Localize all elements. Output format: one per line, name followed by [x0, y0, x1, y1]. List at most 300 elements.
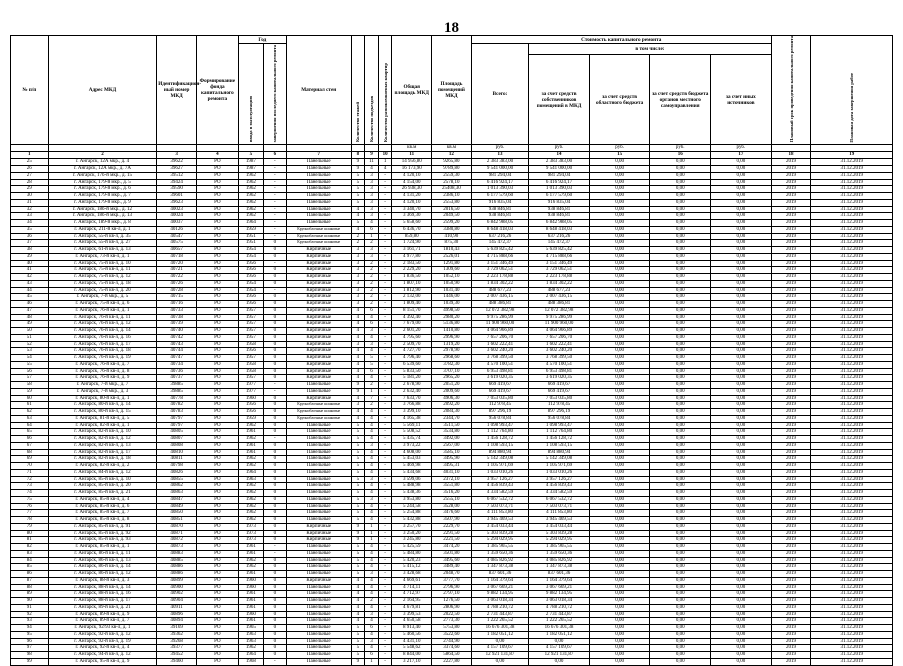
table-cell: 38 [11, 247, 49, 254]
table-cell: 0,00 [711, 226, 772, 233]
table-cell: 0 [263, 469, 286, 476]
table-cell: 31.12.2019 [811, 422, 893, 429]
table-cell: 2019 [771, 166, 811, 173]
table-cell: 31.12.2019 [811, 179, 893, 186]
table-cell: 0,00 [711, 193, 772, 200]
table-cell: 1810,43 [432, 247, 472, 254]
table-cell: 12 072 382,98 [471, 307, 528, 314]
table-cell: 7 053 035,80 [529, 395, 590, 402]
table-cell: 40738 [157, 314, 197, 321]
table-cell: 1954 [238, 280, 263, 287]
table-cell: - [378, 355, 392, 362]
table-cell: 0,00 [589, 422, 650, 429]
table-cell: руб. [471, 145, 528, 152]
table-cell: 0,00 [650, 193, 711, 200]
table-cell: - [378, 186, 392, 193]
table-cell: РО [196, 625, 238, 632]
table-cell: 2 [365, 240, 379, 247]
table-cell: 9 [351, 382, 365, 389]
table-cell: 1291,80 [432, 260, 472, 267]
table-cell: 0,00 [650, 166, 711, 173]
table-cell: 3516,20 [432, 490, 472, 497]
table-cell: 40851 [157, 517, 197, 524]
table-cell: 0,00 [589, 267, 650, 274]
table-cell: 2019 [771, 280, 811, 287]
table-cell: 0 [263, 564, 286, 571]
table-cell: 39268 [157, 638, 197, 645]
table-cell: 2019 [771, 483, 811, 490]
table-row [11, 179, 893, 186]
table-cell: 39377 [157, 645, 197, 652]
table-cell: 5 415,12 [392, 564, 432, 571]
table-cell: Панельные [286, 517, 351, 524]
table-row [11, 564, 893, 571]
table-cell: РО [196, 618, 238, 625]
table-row [11, 348, 893, 355]
table-cell: 1 108 593,15 [471, 442, 528, 449]
table-cell: 3501,80 [432, 550, 472, 557]
table-cell: 1 836,50 [392, 274, 432, 281]
table-cell: 1956 [238, 267, 263, 274]
table-row [11, 186, 893, 193]
table-cell: 669 419,67 [529, 382, 590, 389]
table-cell: 81 [11, 537, 49, 544]
table-cell: 2553,80 [432, 199, 472, 206]
table-cell: РО [196, 226, 238, 233]
table-cell: 6 [365, 368, 379, 375]
table-cell: г. Ангарск, 80-й кв-л, д. 1 [48, 395, 157, 402]
table-row [11, 625, 893, 632]
table-cell: 1031,40 [432, 287, 472, 294]
table-cell: 0 [263, 625, 286, 632]
table-cell: 40733 [157, 307, 197, 314]
table-cell: 4 570 100,51 [529, 361, 590, 368]
table-cell: 2019 [771, 564, 811, 571]
table-cell: 1965 [238, 625, 263, 632]
table-cell: 4 [365, 490, 379, 497]
table-cell: 19 [811, 152, 893, 159]
table-cell: 77 [11, 510, 49, 517]
table-cell: - [378, 645, 392, 652]
table-cell: 1954 [238, 247, 263, 254]
table-cell: 0,00 [650, 571, 711, 578]
table-cell: 2555,10 [432, 496, 472, 503]
table-cell: 0,00 [711, 510, 772, 517]
col-year-commission: ввода в эксплуатацию [238, 44, 263, 145]
table-cell: 0,00 [589, 334, 650, 341]
table-cell: 1 033 010,26 [471, 469, 528, 476]
table-cell: 4 669,61 [392, 577, 432, 584]
table-cell: 669 419,67 [471, 382, 528, 389]
table-cell: 1309,60 [432, 267, 472, 274]
table-cell: 0 [263, 294, 286, 301]
table-cell: 0,00 [711, 253, 772, 260]
table-cell: 2019 [771, 375, 811, 382]
table-cell: РО [196, 571, 238, 578]
table-cell: 9 [351, 658, 365, 665]
table-cell: 3 [365, 193, 379, 200]
table-cell: 5 294 029,95 [529, 537, 590, 544]
table-cell: 1964 [238, 469, 263, 476]
table-cell: Крупноблочные шлаковые [286, 409, 351, 416]
table-cell: 40547 [157, 233, 197, 240]
table-cell: 1962 [238, 490, 263, 497]
table-cell: 0,00 [711, 584, 772, 591]
table-cell: 31.12.2019 [811, 355, 893, 362]
table-cell: 0,00 [589, 301, 650, 308]
table-cell: 40855 [157, 476, 197, 483]
table-cell: 5 [351, 550, 365, 557]
table-cell: 0,00 [711, 625, 772, 632]
table-cell: РО [196, 253, 238, 260]
table-cell: г. Ангарск, 88-й кв-л, д. 16 [48, 591, 157, 598]
table-cell: 4 [351, 348, 365, 355]
table-cell: 1 182 051,12 [471, 631, 528, 638]
table-cell: 54 [11, 355, 49, 362]
table-cell: 0,00 [650, 253, 711, 260]
table-cell: 4 111 853,80 [471, 510, 528, 517]
table-cell: 1 385 965,55 [471, 544, 528, 551]
table-cell: 50 [11, 328, 49, 335]
table-cell: Панельные [286, 631, 351, 638]
table-cell: - [378, 483, 392, 490]
table-cell: 1 809,40 [392, 301, 432, 308]
table-cell: 0 [263, 314, 286, 321]
table-cell: г. Ангарск, 92-й кв-л, д. 19 [48, 638, 157, 645]
table-cell: 3 945 469,53 [471, 517, 528, 524]
table-cell: 4 [351, 226, 365, 233]
table-cell: - [378, 267, 392, 274]
table-cell: 4 795,60 [392, 334, 432, 341]
table-cell: 92 [11, 611, 49, 618]
table-cell: 5 [351, 557, 365, 564]
table-cell: 3 399,10 [392, 409, 432, 416]
table-cell: - [263, 658, 286, 665]
table-cell: 0,00 [589, 375, 650, 382]
table-cell: 46 [11, 301, 49, 308]
table-cell: 0 [263, 557, 286, 564]
table-cell: 3 [351, 301, 365, 308]
table-cell: 3 [351, 267, 365, 274]
table-cell: 0,00 [711, 571, 772, 578]
table-row [11, 422, 893, 429]
table-cell: 2019 [771, 321, 811, 328]
table-row [11, 510, 893, 517]
table-cell: 0 [263, 638, 286, 645]
table-cell: 1 385 965,55 [529, 544, 590, 551]
table-cell: 9 [351, 530, 365, 537]
table-cell: - [378, 368, 392, 375]
table-cell: 4 120,10 [392, 199, 432, 206]
table-cell: 40862 [157, 483, 197, 490]
table-cell: г. Ангарск, 85-й кв-л, д. 10 [48, 476, 157, 483]
table-cell: 1977 [238, 382, 263, 389]
table-row [11, 253, 893, 260]
table-cell: 2084,30 [432, 409, 472, 416]
table-cell: 3 945 469,53 [529, 517, 590, 524]
table-cell: 2019 [771, 220, 811, 227]
table-cell: 0,00 [589, 631, 650, 638]
table-cell: 2019 [771, 652, 811, 659]
table-cell: 4 [365, 618, 379, 625]
table-cell: - [378, 490, 392, 497]
table-cell: 5 [365, 361, 379, 368]
table-cell: - [378, 591, 392, 598]
table-cell: 0,00 [711, 436, 772, 443]
table-cell: 3507,90 [432, 517, 472, 524]
table-cell: 31.12.2019 [811, 328, 893, 335]
table-cell: 5 [351, 638, 365, 645]
table-cell: 4 679,81 [392, 604, 432, 611]
table-cell: 39169 [157, 625, 197, 632]
table-cell [196, 145, 238, 152]
table-cell: 1 [365, 530, 379, 537]
table-cell: Кирпичные [286, 307, 351, 314]
table-cell: Панельные [286, 564, 351, 571]
table-cell [11, 145, 49, 152]
table-cell: 40883 [157, 550, 197, 557]
table-cell: 40575 [157, 240, 197, 247]
table-cell: 5 639 825,42 [471, 247, 528, 254]
table-cell: 36 [11, 233, 49, 240]
table-cell: 0,00 [650, 436, 711, 443]
table-cell: 4 796,40 [392, 355, 432, 362]
table-cell: РО [196, 294, 238, 301]
table-cell: 1963 [238, 638, 263, 645]
table-cell: 1956 [238, 301, 263, 308]
table-cell: 0,00 [589, 604, 650, 611]
table-cell: - [378, 402, 392, 409]
table-cell: - [378, 625, 392, 632]
table-cell: Кирпичные [286, 280, 351, 287]
table-cell: - [378, 571, 392, 578]
table-cell: 5 438,36 [392, 490, 432, 497]
table-cell: 40911 [157, 604, 197, 611]
table-cell: 4 [351, 355, 365, 362]
table-cell: 0,00 [650, 267, 711, 274]
table-cell: 0,00 [589, 503, 650, 510]
table-cell: Кирпичные [286, 375, 351, 382]
table-cell: 39 [11, 253, 49, 260]
table-cell: 3 602 240,20 [529, 348, 590, 355]
table-cell: 2 [365, 598, 379, 605]
table-cell: г. Ангарск, 18б-й мкр., д. 13 [48, 213, 157, 220]
table-cell: Кирпичные [286, 253, 351, 260]
table-cell: 39627 [157, 166, 197, 173]
table-cell: г. Ангарск, 76-й кв-л, д. 14 [48, 328, 157, 335]
table-cell: 0,00 [650, 469, 711, 476]
table-cell: 2019 [771, 496, 811, 503]
table-cell: - [263, 260, 286, 267]
table-row [11, 267, 893, 274]
table-cell: 981 294,04 [529, 172, 590, 179]
table-cell: 0 [263, 442, 286, 449]
table-cell: 3 151 346,49 [529, 260, 590, 267]
table-cell: г. Ангарск, 76-й кв-л, д. 16 [48, 334, 157, 341]
table-cell: 0 [263, 598, 286, 605]
table-cell: 3 599,06 [392, 476, 432, 483]
table-cell: 2744,90 [432, 638, 472, 645]
table-cell: 0,00 [589, 193, 650, 200]
table-cell: 0,00 [589, 220, 650, 227]
table-cell: 0 [263, 584, 286, 591]
table-cell: 5 [351, 483, 365, 490]
table-cell: 7 053 035,80 [471, 395, 528, 402]
table-cell: 3 [157, 152, 197, 159]
table-cell: 4 [365, 348, 379, 355]
table-cell: 31.12.2019 [811, 368, 893, 375]
table-cell: РО [196, 199, 238, 206]
table-cell: 16 676 301,38 [529, 625, 590, 632]
table-cell: РО [196, 598, 238, 605]
table-cell: 1960 [238, 584, 263, 591]
table-cell: г. Ангарск, 89-й кв-л, д. 9 [48, 611, 157, 618]
table-cell: 916 835,04 [471, 199, 528, 206]
table-cell: 0,00 [650, 233, 711, 240]
table-cell: 0,00 [650, 598, 711, 605]
table-cell: 1962 [238, 557, 263, 564]
table-cell: г. Ангарск, 82-й кв-л, д. 18 [48, 456, 157, 463]
table-cell: 0,00 [650, 334, 711, 341]
table-cell: РО [196, 247, 238, 254]
col-accounting: Плановый срок проведения капитального ремонта [771, 36, 811, 145]
table-cell: 0,00 [711, 382, 772, 389]
table-cell: РО [196, 341, 238, 348]
table-cell: - [263, 206, 286, 213]
table-cell: 0 [263, 361, 286, 368]
table-cell: 1973 [238, 537, 263, 544]
table-cell: г. Ангарск, 76-й кв-л, д. 1 [48, 307, 157, 314]
table-row [11, 294, 893, 301]
table-cell: РО [196, 564, 238, 571]
table-cell: г. Ангарск, 76-й кв-л, д. 12 [48, 321, 157, 328]
table-cell: - [263, 382, 286, 389]
col-walls: Материал стен [286, 36, 351, 145]
table-cell: 1 359 650,36 [529, 550, 590, 557]
table-cell: 2019 [771, 604, 811, 611]
table-cell: 2019 [771, 584, 811, 591]
table-cell: 1963 [238, 631, 263, 638]
table-cell: 2 183,50 [392, 260, 432, 267]
table-cell: 2019 [771, 490, 811, 497]
table-cell: 0,00 [589, 388, 650, 395]
table-cell: 5 [351, 571, 365, 578]
table-cell: 0,00 [711, 517, 772, 524]
table-cell: РО [196, 388, 238, 395]
table-cell: 2022,50 [432, 611, 472, 618]
table-cell: 4 334 582,59 [471, 490, 528, 497]
table-cell: 40037 [157, 220, 197, 227]
table-cell: 31.12.2019 [811, 193, 893, 200]
table-cell: 4 570 100,51 [471, 361, 528, 368]
table-cell: 2 [351, 240, 365, 247]
table-cell: г. Ангарск, 75-й кв-л, д. 10 [48, 260, 157, 267]
table-cell: 0,00 [711, 247, 772, 254]
table-cell: 0,00 [711, 503, 772, 510]
table-cell: 0,00 [589, 510, 650, 517]
table-cell: 9 541 000,00 [471, 166, 528, 173]
table-row [11, 429, 893, 436]
table-row [11, 638, 893, 645]
table-cell: 5 [351, 631, 365, 638]
table-cell: 1956 [238, 409, 263, 416]
table-cell: 2 [365, 260, 379, 267]
table-cell: РО [196, 220, 238, 227]
table-row [11, 361, 893, 368]
table-cell: 59 [11, 388, 49, 395]
table-row [11, 530, 893, 537]
table-cell: 0,00 [589, 557, 650, 564]
table-cell: 6 [365, 625, 379, 632]
table-cell: 0,00 [589, 233, 650, 240]
table-cell: 4 [351, 321, 365, 328]
col-year-group: Год [238, 36, 286, 44]
table-cell: 31.12.2019 [811, 348, 893, 355]
table-cell: 0,00 [650, 618, 711, 625]
table-cell: 3 [351, 274, 365, 281]
table-cell: 4 [365, 483, 379, 490]
table-cell: 14 [529, 152, 590, 159]
table-cell: 0,00 [711, 652, 772, 659]
table-cell: 3 [365, 571, 379, 578]
table-cell: 66 [11, 436, 49, 443]
table-cell: 1962 [238, 456, 263, 463]
table-cell: 5 [351, 510, 365, 517]
table-cell: 2 [365, 267, 379, 274]
table-cell: 0 [263, 503, 286, 510]
table-cell: 2 [365, 294, 379, 301]
table-cell: 1 108 593,15 [529, 442, 590, 449]
table-cell: РО [196, 449, 238, 456]
table-cell: 40886 [157, 571, 197, 578]
table-cell: 31.12.2019 [811, 382, 893, 389]
table-cell: 3 619 020,35 [471, 375, 528, 382]
table-cell: 5 [351, 490, 365, 497]
table-cell: 40798 [157, 463, 197, 470]
table-cell: 40657 [157, 247, 197, 254]
col-regional: за счет средств областного бюджета [589, 55, 650, 145]
table-cell: 0,00 [589, 530, 650, 537]
table-cell: 1961 [238, 550, 263, 557]
table-cell: 40726 [157, 280, 197, 287]
table-cell: 31.12.2019 [811, 564, 893, 571]
table-cell: 0,00 [650, 537, 711, 544]
table-cell: РО [196, 334, 238, 341]
table-cell: 0,00 [650, 449, 711, 456]
table-cell: 1961 [238, 429, 263, 436]
table-cell: - [378, 206, 392, 213]
table-cell: 2773,30 [432, 618, 472, 625]
table-cell: 1961 [238, 591, 263, 598]
table-cell: Панельные [286, 658, 351, 665]
table-cell: 1 [365, 537, 379, 544]
table-cell: 0,00 [711, 199, 772, 206]
table-cell: - [378, 172, 392, 179]
table-cell: 9 [351, 537, 365, 544]
table-cell: 0 [263, 618, 286, 625]
table-cell: 85 [11, 564, 49, 571]
table-cell: 0,00 [650, 375, 711, 382]
table-row [11, 341, 893, 348]
table-cell: 40886 [157, 564, 197, 571]
table-cell: 3 161,71 [392, 247, 432, 254]
table-cell: 40826 [157, 469, 197, 476]
table-cell: 0 [263, 280, 286, 287]
table-cell: 0,00 [589, 584, 650, 591]
table-cell: 112 978,45 [529, 402, 590, 409]
table-cell: 0,00 [650, 226, 711, 233]
table-cell: 0,00 [711, 294, 772, 301]
